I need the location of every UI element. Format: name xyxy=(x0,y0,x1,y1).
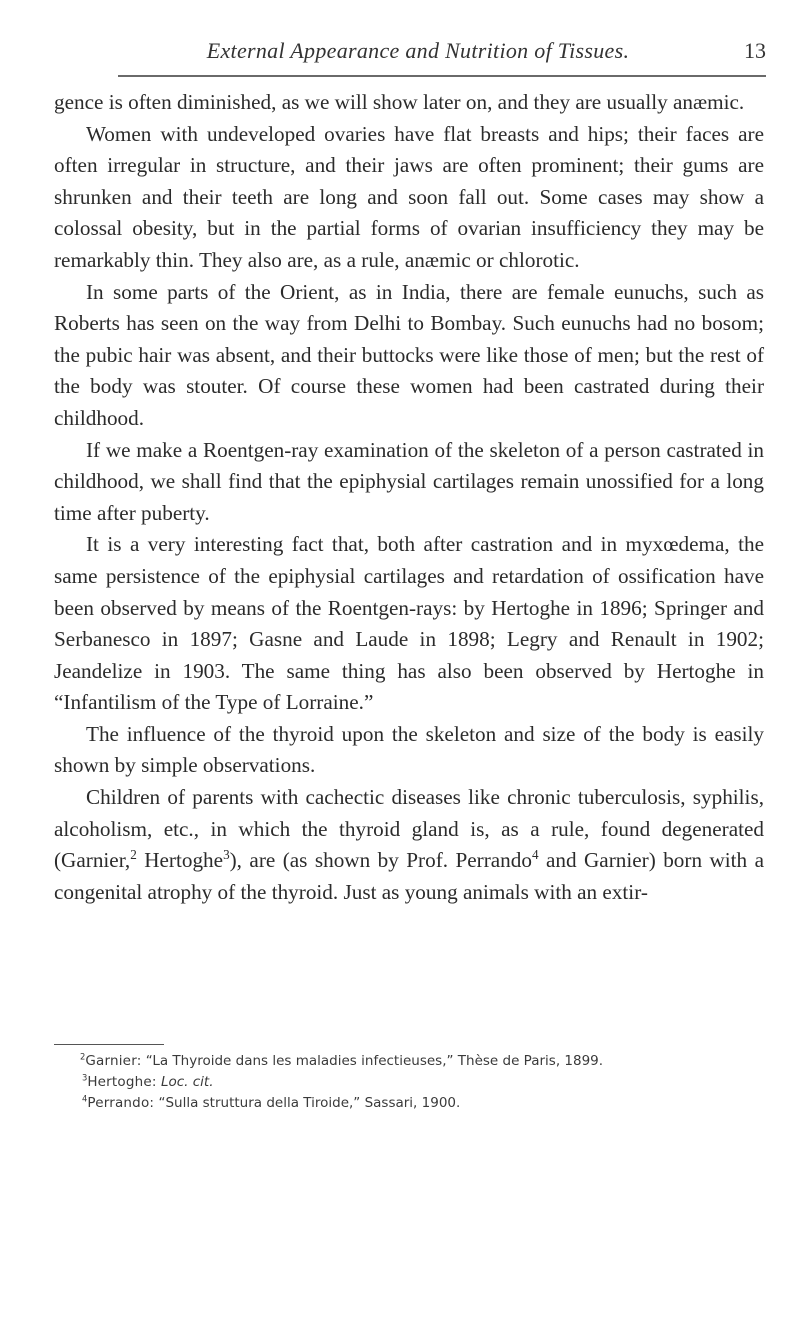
footnote-text: Loc. cit. xyxy=(160,1074,214,1090)
footnote-mark: 4 xyxy=(82,1093,88,1104)
paragraph-7-text: and Garnier) born with a congenital atrophy of the thyroid. Just as young animals with an extir- xyxy=(54,848,764,904)
footnotes xyxy=(54,1051,764,1114)
footnote-author: Garnier: xyxy=(85,1053,142,1069)
footnote-author: Hertoghe: xyxy=(87,1074,157,1090)
paragraph-7-text: Hertoghe xyxy=(136,848,224,873)
paragraph-4: If we make a Roentgen-ray examination of the skeleton of a person castrated in childhood, we shall find that the epiphysial cartilages remain unossified for a long time after puberty. xyxy=(54,437,764,525)
page-header xyxy=(118,27,766,77)
footnote-text: “Sulla struttura della Tiroide,” Sassari, 1900. xyxy=(154,1095,461,1111)
footnote-4 xyxy=(54,1093,764,1114)
paragraph-3: In some parts of the Orient, as in India, there are female eunuchs, such as Roberts has seen on the way from Delhi to Bombay. Such eunuchs had no bosom; the pubic hair was absent, and their buttocks were like those of men; but the rest of the body was stouter. Of course these women had been castrated during their childhood. xyxy=(54,279,764,430)
footnote-ref-2[interactable]: 2 xyxy=(130,847,137,863)
paragraph-5: It is a very interesting fact that, both after castration and in myxœdema, the same persistence of the epiphysial cartilages and retardation of ossification have been observed by means of the Roentgen-rays: by Hertoghe in 1896; Springer and Serbanesco in 1897; Gasne and Laude in 1898; Legry and Renault in 1902; Jeandelize in 1903. The same thing has also been observed by Hertoghe in “Infantilism of the Type of Lorraine.” xyxy=(54,532,764,715)
footnote-text: “La Thyroide dans les maladies infectieuses,” Thèse de Paris, 1899. xyxy=(141,1053,604,1069)
footnote-2 xyxy=(54,1051,764,1072)
footnote-ref-3[interactable]: 3 xyxy=(223,847,230,863)
paragraph-7 xyxy=(54,782,764,908)
running-title: External Appearance and Nutrition of Tissues. xyxy=(206,38,630,63)
footnote-mark: 2 xyxy=(80,1051,86,1062)
paragraph-1: gence is often diminished, as we will show later on, and they are usually anæmic. xyxy=(54,90,745,114)
footnote-3 xyxy=(54,1072,764,1093)
paragraph-7-text: Children of parents with cachectic diseases like chronic tuberculosis, syphilis, alcoholism, etc., in which the thyroid gland is, as a rule, found degenerated (Garnier, xyxy=(54,785,764,873)
paragraph-2: Women with undeveloped ovaries have flat breasts and hips; their faces are often irregular in structure, and their jaws are often prominent; their gums are shrunken and their teeth are long and soon fall out. Some cases may show a colossal obesity, but in the partial forms of ovarian insufficiency they may be remarkably thin. They also are, as a rule, anæmic or chlorotic. xyxy=(54,121,764,272)
paragraph-6: The influence of the thyroid upon the skeleton and size of the body is easily shown by simple observations. xyxy=(54,721,764,778)
body-text xyxy=(54,87,764,908)
footnote-mark: 3 xyxy=(82,1072,88,1083)
footnote-ref-4[interactable]: 4 xyxy=(531,847,539,863)
page-number: 13 xyxy=(744,38,766,63)
footnote-divider xyxy=(54,1044,164,1045)
footnote-author: Perrando: xyxy=(87,1095,155,1111)
paragraph-7-text: ), are (as shown by Prof. Perrando xyxy=(229,848,532,873)
